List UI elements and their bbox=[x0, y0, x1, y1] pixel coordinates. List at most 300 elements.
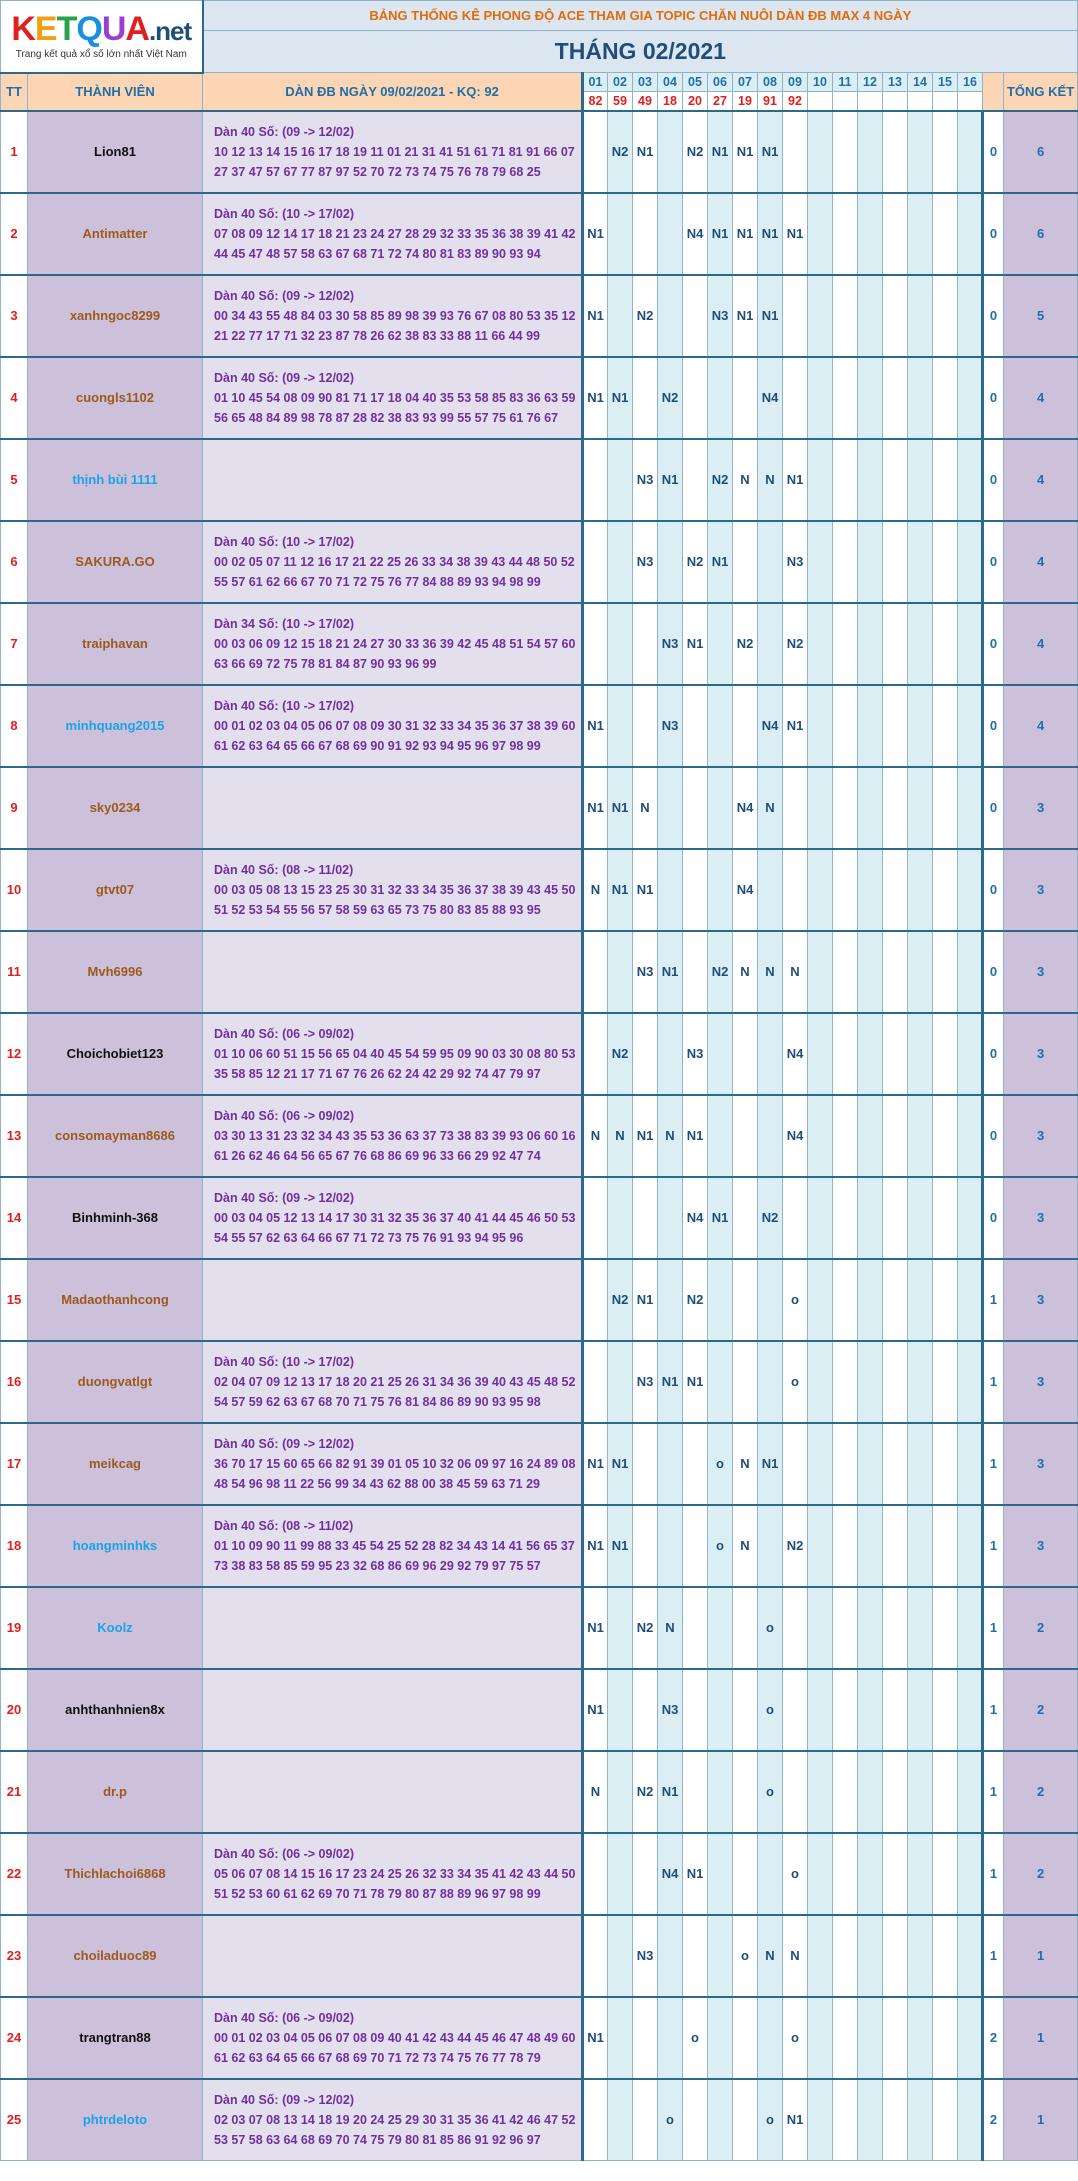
day-cell bbox=[808, 1095, 833, 1177]
member-name[interactable]: traiphavan bbox=[28, 603, 203, 685]
day-cell: N1 bbox=[633, 1259, 658, 1341]
day-cell bbox=[858, 1833, 883, 1915]
day-cell: N3 bbox=[783, 521, 808, 603]
member-row bbox=[1, 1095, 1078, 1177]
dan-numbers bbox=[203, 439, 583, 521]
day-cell: N1 bbox=[758, 275, 783, 357]
day-cell bbox=[808, 1587, 833, 1669]
day-cell bbox=[883, 931, 908, 1013]
day-result bbox=[933, 92, 958, 111]
day-cell bbox=[708, 1669, 733, 1751]
member-name[interactable]: Antimatter bbox=[28, 193, 203, 275]
day-cell bbox=[708, 2079, 733, 2161]
day-cell bbox=[683, 1587, 708, 1669]
row-number: 14 bbox=[1, 1177, 28, 1259]
day-cell bbox=[958, 1505, 983, 1587]
day-cell bbox=[883, 1915, 908, 1997]
member-name[interactable]: phtrdeloto bbox=[28, 2079, 203, 2161]
day-cell: N1 bbox=[708, 521, 733, 603]
member-row bbox=[1, 1751, 1078, 1833]
summary-total: 6 bbox=[1004, 111, 1078, 193]
summary-total: 4 bbox=[1004, 685, 1078, 767]
day-cell bbox=[733, 1259, 758, 1341]
member-name[interactable]: anhthanhnien8x bbox=[28, 1669, 203, 1751]
day-cell: N bbox=[583, 1095, 608, 1177]
dan-line: 01 10 45 54 08 09 90 81 71 17 18 04 40 35 53 58 85 83 36 63 59 bbox=[214, 390, 576, 405]
day-cell bbox=[933, 931, 958, 1013]
day-cell bbox=[683, 1423, 708, 1505]
day-cell: N1 bbox=[708, 111, 733, 193]
day-result bbox=[883, 92, 908, 111]
row-number: 6 bbox=[1, 521, 28, 603]
summary-hits: 0 bbox=[983, 1095, 1004, 1177]
day-cell: o bbox=[783, 1997, 808, 2079]
summary-total: 3 bbox=[1004, 1013, 1078, 1095]
dan-line: 02 03 07 08 13 14 18 19 20 24 25 29 30 31 35 36 41 42 46 47 52 bbox=[214, 2112, 576, 2127]
day-cell bbox=[658, 111, 683, 193]
dan-line: 00 34 43 55 48 84 03 30 58 85 89 98 39 93 76 67 08 80 53 35 12 bbox=[214, 308, 576, 323]
day-cell bbox=[758, 849, 783, 931]
dan-numbers bbox=[203, 193, 583, 275]
day-cell: N1 bbox=[783, 685, 808, 767]
day-cell bbox=[708, 1997, 733, 2079]
summary-total: 3 bbox=[1004, 1259, 1078, 1341]
day-cell bbox=[858, 1915, 883, 1997]
day-cell bbox=[883, 1997, 908, 2079]
day-cell bbox=[608, 931, 633, 1013]
dan-numbers bbox=[203, 1013, 583, 1095]
member-name[interactable]: cuongls1102 bbox=[28, 357, 203, 439]
day-cell bbox=[858, 931, 883, 1013]
day-cell: N2 bbox=[733, 603, 758, 685]
summary-spacer bbox=[983, 73, 1004, 111]
member-row bbox=[1, 439, 1078, 521]
day-header: 09 bbox=[783, 73, 808, 92]
day-cell bbox=[858, 1587, 883, 1669]
summary-total: 2 bbox=[1004, 1669, 1078, 1751]
day-cell bbox=[933, 1997, 958, 2079]
day-cell bbox=[608, 1669, 633, 1751]
dan-line: 36 70 17 15 60 65 66 82 91 39 01 05 10 32 06 09 97 16 24 89 08 bbox=[214, 1456, 576, 1471]
member-name[interactable]: gtvt07 bbox=[28, 849, 203, 931]
day-cell bbox=[658, 767, 683, 849]
day-cell bbox=[633, 685, 658, 767]
day-cell bbox=[908, 439, 933, 521]
summary-hits: 1 bbox=[983, 1669, 1004, 1751]
header-dan: DÀN ĐB NGÀY 09/02/2021 - KQ: 92 bbox=[203, 73, 583, 111]
day-cell bbox=[883, 1013, 908, 1095]
member-name[interactable]: Binhminh-368 bbox=[28, 1177, 203, 1259]
day-cell bbox=[958, 1423, 983, 1505]
day-cell bbox=[958, 931, 983, 1013]
day-cell bbox=[683, 1751, 708, 1833]
member-name[interactable]: minhquang2015 bbox=[28, 685, 203, 767]
day-cell bbox=[908, 1915, 933, 1997]
day-cell: N2 bbox=[783, 1505, 808, 1587]
dan-numbers bbox=[203, 1095, 583, 1177]
day-cell bbox=[858, 685, 883, 767]
dan-title: Dàn 40 Số: (08 -> 11/02) bbox=[214, 862, 354, 877]
day-cell: N2 bbox=[633, 1587, 658, 1669]
day-cell: N1 bbox=[608, 1423, 633, 1505]
day-cell: N1 bbox=[583, 357, 608, 439]
day-cell: N4 bbox=[658, 1833, 683, 1915]
day-cell: N1 bbox=[658, 931, 683, 1013]
dan-title: Dàn 40 Số: (10 -> 17/02) bbox=[214, 698, 354, 713]
day-cell bbox=[833, 1751, 858, 1833]
day-cell: N1 bbox=[608, 1505, 633, 1587]
member-name[interactable]: sky0234 bbox=[28, 767, 203, 849]
summary-hits: 1 bbox=[983, 1751, 1004, 1833]
day-cell bbox=[833, 1505, 858, 1587]
day-cell: N1 bbox=[608, 767, 633, 849]
day-header: 14 bbox=[908, 73, 933, 92]
day-cell: N1 bbox=[608, 849, 633, 931]
day-cell bbox=[683, 275, 708, 357]
day-cell bbox=[808, 1013, 833, 1095]
summary-total: 3 bbox=[1004, 1177, 1078, 1259]
row-number: 16 bbox=[1, 1341, 28, 1423]
dan-line: 61 62 63 64 65 66 67 68 69 90 91 92 93 94 95 96 97 98 99 bbox=[214, 738, 541, 753]
dan-numbers bbox=[203, 1669, 583, 1751]
member-name[interactable]: Koolz bbox=[28, 1587, 203, 1669]
day-cell: N3 bbox=[633, 521, 658, 603]
dan-line: 05 06 07 08 14 15 16 17 23 24 25 26 32 33 34 35 41 42 43 44 50 bbox=[214, 1866, 576, 1881]
day-cell: N4 bbox=[733, 849, 758, 931]
day-cell: N1 bbox=[658, 1341, 683, 1423]
day-cell: N1 bbox=[583, 193, 608, 275]
day-cell: N2 bbox=[708, 439, 733, 521]
day-cell: N bbox=[733, 1423, 758, 1505]
row-number: 5 bbox=[1, 439, 28, 521]
day-cell bbox=[583, 931, 608, 1013]
summary-hits: 0 bbox=[983, 849, 1004, 931]
dan-numbers bbox=[203, 1259, 583, 1341]
summary-hits: 2 bbox=[983, 2079, 1004, 2161]
dan-title: Dàn 40 Số: (09 -> 12/02) bbox=[214, 370, 354, 385]
day-cell: N3 bbox=[658, 1669, 683, 1751]
summary-hits: 1 bbox=[983, 1259, 1004, 1341]
day-cell bbox=[908, 2079, 933, 2161]
dan-numbers bbox=[203, 849, 583, 931]
summary-total: 4 bbox=[1004, 603, 1078, 685]
dan-numbers bbox=[203, 931, 583, 1013]
day-header: 15 bbox=[933, 73, 958, 92]
day-cell bbox=[908, 1177, 933, 1259]
day-cell bbox=[958, 2079, 983, 2161]
day-cell bbox=[733, 1751, 758, 1833]
summary-hits: 0 bbox=[983, 521, 1004, 603]
day-result: 91 bbox=[758, 92, 783, 111]
day-cell bbox=[908, 1833, 933, 1915]
day-cell bbox=[883, 357, 908, 439]
dan-numbers bbox=[203, 2079, 583, 2161]
day-cell: N1 bbox=[733, 275, 758, 357]
logo-tagline: Trang kết quả xổ số lớn nhất Việt Nam bbox=[15, 49, 187, 61]
row-number: 22 bbox=[1, 1833, 28, 1915]
day-cell bbox=[708, 1833, 733, 1915]
day-cell bbox=[808, 1915, 833, 1997]
day-cell bbox=[708, 1341, 733, 1423]
day-cell bbox=[858, 603, 883, 685]
day-cell bbox=[958, 767, 983, 849]
day-cell bbox=[783, 849, 808, 931]
day-cell bbox=[633, 2079, 658, 2161]
day-header: 10 bbox=[808, 73, 833, 92]
summary-hits: 1 bbox=[983, 1341, 1004, 1423]
day-cell bbox=[583, 439, 608, 521]
summary-hits: 0 bbox=[983, 685, 1004, 767]
day-cell bbox=[833, 521, 858, 603]
day-cell bbox=[808, 685, 833, 767]
day-cell bbox=[583, 2079, 608, 2161]
day-cell bbox=[808, 521, 833, 603]
member-name[interactable]: xanhngoc8299 bbox=[28, 275, 203, 357]
day-cell bbox=[833, 111, 858, 193]
row-number: 19 bbox=[1, 1587, 28, 1669]
day-cell bbox=[908, 1259, 933, 1341]
member-name[interactable]: thịnh bùi 1111 bbox=[28, 439, 203, 521]
day-cell bbox=[808, 1259, 833, 1341]
day-cell: N1 bbox=[783, 2079, 808, 2161]
member-row bbox=[1, 1505, 1078, 1587]
day-cell: N2 bbox=[758, 1177, 783, 1259]
summary-total: 4 bbox=[1004, 521, 1078, 603]
day-cell: N2 bbox=[608, 1013, 633, 1095]
day-cell bbox=[658, 849, 683, 931]
day-cell bbox=[858, 439, 883, 521]
day-cell bbox=[933, 1177, 958, 1259]
member-name[interactable]: hoangminhks bbox=[28, 1505, 203, 1587]
day-cell bbox=[933, 275, 958, 357]
day-cell bbox=[783, 111, 808, 193]
day-cell bbox=[833, 849, 858, 931]
day-cell bbox=[958, 1587, 983, 1669]
dan-line: 56 65 48 84 89 98 78 87 28 82 38 83 93 99 55 57 75 61 76 67 bbox=[214, 410, 559, 425]
dan-line: 48 54 96 98 11 22 56 99 34 43 62 88 00 38 45 59 63 71 29 bbox=[214, 1476, 540, 1491]
day-cell: N1 bbox=[583, 1669, 608, 1751]
day-cell bbox=[858, 849, 883, 931]
day-cell bbox=[658, 1505, 683, 1587]
summary-total: 3 bbox=[1004, 1341, 1078, 1423]
day-cell bbox=[608, 1833, 633, 1915]
dan-line: 35 58 85 12 21 17 71 67 76 26 62 24 42 29 92 74 47 79 97 bbox=[214, 1066, 541, 1081]
day-cell: N4 bbox=[683, 1177, 708, 1259]
day-cell bbox=[633, 1669, 658, 1751]
day-result: 49 bbox=[633, 92, 658, 111]
day-cell: N1 bbox=[633, 1095, 658, 1177]
day-cell bbox=[858, 1423, 883, 1505]
member-name[interactable]: Lion81 bbox=[28, 111, 203, 193]
member-row bbox=[1, 685, 1078, 767]
day-cell bbox=[783, 767, 808, 849]
day-cell bbox=[883, 767, 908, 849]
day-cell: N1 bbox=[683, 603, 708, 685]
member-row bbox=[1, 2079, 1078, 2161]
summary-hits: 0 bbox=[983, 111, 1004, 193]
dan-line: 63 66 69 72 75 78 81 84 87 90 93 96 99 bbox=[214, 656, 437, 671]
dan-line: 00 03 06 09 12 15 18 21 24 27 30 33 36 39 42 45 48 51 54 57 60 bbox=[214, 636, 576, 651]
member-name[interactable]: Madaothanhcong bbox=[28, 1259, 203, 1341]
day-cell: N4 bbox=[783, 1013, 808, 1095]
day-cell bbox=[658, 193, 683, 275]
day-cell bbox=[808, 767, 833, 849]
row-number: 2 bbox=[1, 193, 28, 275]
day-cell bbox=[683, 2079, 708, 2161]
dan-numbers bbox=[203, 1915, 583, 1997]
day-cell: o bbox=[783, 1833, 808, 1915]
day-cell: N1 bbox=[608, 357, 633, 439]
day-cell bbox=[808, 275, 833, 357]
member-row bbox=[1, 767, 1078, 849]
day-cell bbox=[658, 521, 683, 603]
day-cell bbox=[908, 1505, 933, 1587]
day-cell bbox=[583, 1177, 608, 1259]
day-cell bbox=[883, 1177, 908, 1259]
day-cell: N1 bbox=[658, 1751, 683, 1833]
day-cell: N2 bbox=[658, 357, 683, 439]
day-cell bbox=[608, 1341, 633, 1423]
day-cell bbox=[633, 193, 658, 275]
dan-title: Dàn 40 Số: (09 -> 12/02) bbox=[214, 1436, 354, 1451]
day-cell bbox=[833, 1177, 858, 1259]
summary-total: 2 bbox=[1004, 1751, 1078, 1833]
day-cell bbox=[683, 685, 708, 767]
row-number: 3 bbox=[1, 275, 28, 357]
day-cell bbox=[858, 1505, 883, 1587]
day-cell: o bbox=[708, 1505, 733, 1587]
day-cell: N3 bbox=[658, 603, 683, 685]
day-cell bbox=[708, 1587, 733, 1669]
day-cell bbox=[783, 1669, 808, 1751]
day-cell bbox=[708, 849, 733, 931]
day-cell: N1 bbox=[758, 111, 783, 193]
day-cell bbox=[708, 1095, 733, 1177]
day-cell bbox=[758, 1259, 783, 1341]
dan-line: 53 57 58 63 64 68 69 70 74 75 79 80 81 85 86 91 92 96 97 bbox=[214, 2132, 541, 2147]
day-header: 16 bbox=[958, 73, 983, 92]
day-cell bbox=[583, 111, 608, 193]
day-cell bbox=[783, 357, 808, 439]
day-cell bbox=[583, 603, 608, 685]
day-cell bbox=[808, 1669, 833, 1751]
day-cell bbox=[908, 1341, 933, 1423]
member-name[interactable]: Mvh6996 bbox=[28, 931, 203, 1013]
dan-numbers bbox=[203, 111, 583, 193]
dan-numbers bbox=[203, 1751, 583, 1833]
day-cell bbox=[958, 357, 983, 439]
member-name[interactable]: Thichlachoi6868 bbox=[28, 1833, 203, 1915]
day-header: 08 bbox=[758, 73, 783, 92]
day-cell bbox=[958, 1833, 983, 1915]
day-cell bbox=[833, 1915, 858, 1997]
member-name[interactable]: dr.p bbox=[28, 1751, 203, 1833]
day-cell bbox=[933, 439, 958, 521]
day-cell: N2 bbox=[608, 1259, 633, 1341]
day-cell: N bbox=[733, 439, 758, 521]
member-name[interactable]: SAKURA.GO bbox=[28, 521, 203, 603]
day-cell bbox=[833, 767, 858, 849]
day-cell: N3 bbox=[683, 1013, 708, 1095]
member-name[interactable]: Choichobiet123 bbox=[28, 1013, 203, 1095]
day-result: 92 bbox=[783, 92, 808, 111]
day-cell bbox=[933, 357, 958, 439]
day-cell bbox=[808, 931, 833, 1013]
day-cell bbox=[958, 685, 983, 767]
day-cell bbox=[833, 1997, 858, 2079]
day-cell bbox=[658, 1915, 683, 1997]
day-cell bbox=[958, 1259, 983, 1341]
day-cell: N1 bbox=[733, 111, 758, 193]
day-cell bbox=[833, 1423, 858, 1505]
day-cell bbox=[808, 1341, 833, 1423]
member-row bbox=[1, 1423, 1078, 1505]
dan-line: 55 57 61 62 66 67 70 71 72 75 76 77 84 88 89 93 94 98 99 bbox=[214, 574, 541, 589]
day-cell bbox=[883, 849, 908, 931]
day-cell bbox=[783, 1751, 808, 1833]
day-header: 05 bbox=[683, 73, 708, 92]
member-name[interactable]: trangtran88 bbox=[28, 1997, 203, 2079]
day-cell bbox=[883, 2079, 908, 2161]
day-header: 12 bbox=[858, 73, 883, 92]
member-name[interactable]: meikcag bbox=[28, 1423, 203, 1505]
day-cell bbox=[833, 1587, 858, 1669]
day-cell: o bbox=[683, 1997, 708, 2079]
day-cell bbox=[858, 1751, 883, 1833]
day-cell: N2 bbox=[783, 603, 808, 685]
dan-numbers bbox=[203, 357, 583, 439]
summary-hits: 1 bbox=[983, 1833, 1004, 1915]
day-cell bbox=[833, 275, 858, 357]
summary-total: 4 bbox=[1004, 357, 1078, 439]
day-cell bbox=[808, 849, 833, 931]
member-row bbox=[1, 1013, 1078, 1095]
summary-hits: 0 bbox=[983, 931, 1004, 1013]
day-cell bbox=[883, 439, 908, 521]
member-name[interactable]: consomayman8686 bbox=[28, 1095, 203, 1177]
day-cell: N4 bbox=[758, 685, 783, 767]
day-cell bbox=[708, 1915, 733, 1997]
day-cell: N1 bbox=[583, 1505, 608, 1587]
day-cell bbox=[583, 1259, 608, 1341]
day-cell bbox=[608, 275, 633, 357]
day-cell: N1 bbox=[683, 1833, 708, 1915]
day-cell bbox=[708, 357, 733, 439]
day-cell bbox=[633, 1505, 658, 1587]
day-cell bbox=[833, 931, 858, 1013]
day-cell bbox=[858, 275, 883, 357]
member-row bbox=[1, 1177, 1078, 1259]
day-cell bbox=[883, 685, 908, 767]
day-cell bbox=[633, 1013, 658, 1095]
day-cell bbox=[933, 767, 958, 849]
row-number: 10 bbox=[1, 849, 28, 931]
member-name[interactable]: choiladuoc89 bbox=[28, 1915, 203, 1997]
dan-line: 00 01 02 03 04 05 06 07 08 09 30 31 32 33 34 35 36 37 38 39 60 bbox=[214, 718, 576, 733]
member-name[interactable]: duongvatlgt bbox=[28, 1341, 203, 1423]
day-cell: N2 bbox=[608, 111, 633, 193]
day-cell: o bbox=[783, 1341, 808, 1423]
dan-numbers bbox=[203, 521, 583, 603]
day-cell bbox=[808, 439, 833, 521]
summary-hits: 0 bbox=[983, 1013, 1004, 1095]
summary-hits: 0 bbox=[983, 439, 1004, 521]
dan-numbers bbox=[203, 1997, 583, 2079]
dan-line: 21 22 77 17 71 32 23 87 78 26 62 38 83 33 88 11 66 44 99 bbox=[214, 328, 540, 343]
day-cell: N1 bbox=[583, 1587, 608, 1669]
summary-total: 6 bbox=[1004, 193, 1078, 275]
day-cell bbox=[883, 275, 908, 357]
